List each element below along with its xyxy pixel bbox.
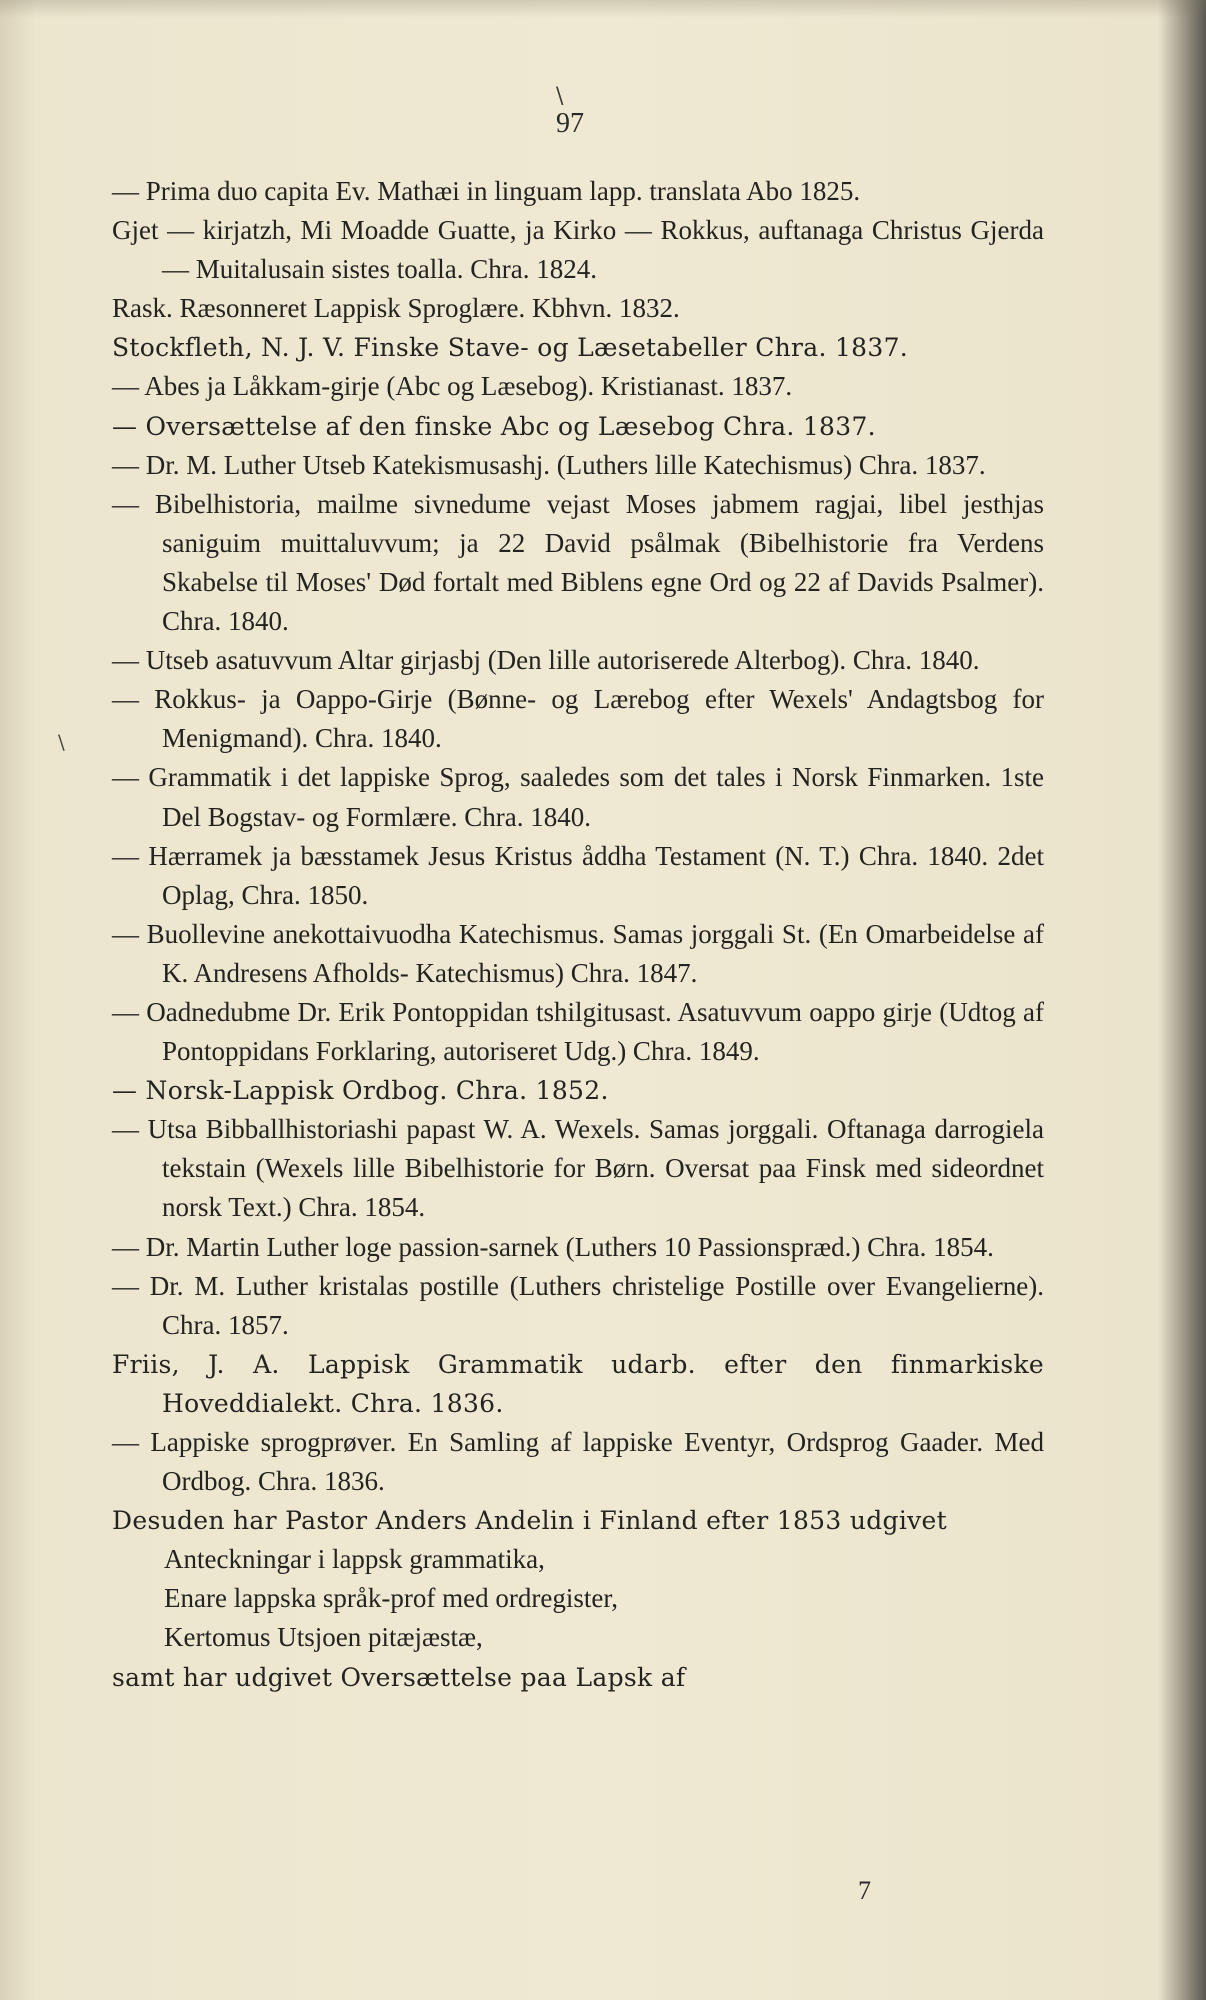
page-top-shadow [0,0,1206,18]
bibliography-list [112,172,1044,1697]
bibliography-entry: — Oadnedubme Dr. Erik Pontoppidan tshilgitusast. Asatuvvum oappo girje (Udtog af Pontoppidans Forklaring, autoriseret Udg.) Chra. 1849. [112,996,1044,1067]
page-number: 97 [556,108,584,139]
bibliography-entry: — Buollevine anekottaivuodha Katechismus. Samas jorggali St. (En Omarbeidelse af K. Andresens Afholds- Katechismus) Chra. 1847. [112,918,1044,988]
note-title: Kertomus Utsjoen pitæjæstæ, [164,1622,483,1653]
note-title: Enare lappska språk-prof med ordregister, [164,1583,618,1614]
bibliography-entry: — Bibelhistoria, mailme sivnedume vejast Moses jabmem ragjai, libel jesthjas saniguim muittaluvvum; ja 22 David psålmak (Bibelhistorie fra Verdens Skabelse til Moses' Død fortalt med Biblens egne Ord og 22 af Davids Psalmer). Chra. 1840. [112,488,1044,637]
bibliography-entry: Rask. Ræsonneret Lappisk Sproglære. Kbhvn. 1832. [112,293,680,324]
bibliography-entry: — Oversættelse af den finske Abc og Læsebog Chra. 1837. [112,411,876,441]
bibliography-entry: — Norsk-Lappisk Ordbog. Chra. 1852. [112,1076,609,1106]
note-line: Desuden har Pastor Anders Andelin i Finland efter 1853 udgivet [112,1506,947,1536]
signature-mark: 7 [858,1876,871,1905]
bibliography-entry: — Dr. M. Luther kristalas postille (Luthers christelige Postille over Evangelierne). Chra. 1857. [112,1270,1044,1340]
bibliography-entry: — Prima duo capita Ev. Mathæi in linguam lapp. translata Abo 1825. [112,176,861,206]
bibliography-entry: — Rokkus- ja Oappo-Girje (Bønne- og Lærebog efter Wexels' Andagtsbog for Menigmand). Chra. 1840. [112,684,1044,754]
bibliography-entry: — Lappiske sprogprøver. En Samling af lappiske Eventyr, Ordsprog Gaader. Med Ordbog. Chra. 1836. [112,1427,1044,1497]
margin-mark: \ [58,730,65,754]
bibliography-entry: — Utsa Bibballhistoriashi papast W. A. Wexels. Samas jorggali. Oftanaga darrogiela tekstain (Wexels lille Bibelhistorie for Børn. Oversat paa Finsk med sideordnet norsk Text.) Chra. 1854. [112,1114,1044,1223]
bibliography-entry: — Abes ja Låkkam-girje (Abc og Læsebog). Kristianast. 1837. [112,371,793,402]
bibliography-entry: — Utseb asatuvvum Altar girjasbj (Den lille autoriserede Alterbog). Chra. 1840. [112,645,980,676]
bibliography-entry: — Dr. M. Luther Utseb Katekismusashj. (Luthers lille Katechismus) Chra. 1837. [112,449,986,480]
bibliography-entry: — Grammatik i det lappiske Sprog, saaledes som det tales i Norsk Finmarken. 1ste Del Bogstav- og Formlære. Chra. 1840. [112,762,1044,832]
note-title: Anteckningar i lappsk grammatika, [164,1544,545,1575]
bibliography-entry: Friis, J. A. Lappisk Grammatik udarb. efter den finmarkiske Hoveddialekt. Chra. 1836. [112,1349,1044,1418]
pencil-mark: \ [556,84,564,109]
bibliography-entry: — Hærramek ja bæsstamek Jesus Kristus åddha Testament (N. T.) Chra. 1840. 2det Oplag, Chra. 1850. [112,840,1044,910]
note-line: samt har udgivet Oversættelse paa Lapsk af [112,1662,686,1692]
bibliography-entry: Stockfleth, N. J. V. Finske Stave- og Læsetabeller Chra. 1837. [112,333,909,363]
bibliography-entry: Gjet — kirjatzh, Mi Moadde Guatte, ja Kirko — Rokkus, auftanaga Christus Gjerda — Muitalusain sistes toalla. Chra. 1824. [112,215,1044,285]
bibliography-entry: — Dr. Martin Luther loge passion-sarnek (Luthers 10 Passionspræd.) Chra. 1854. [112,1231,994,1262]
